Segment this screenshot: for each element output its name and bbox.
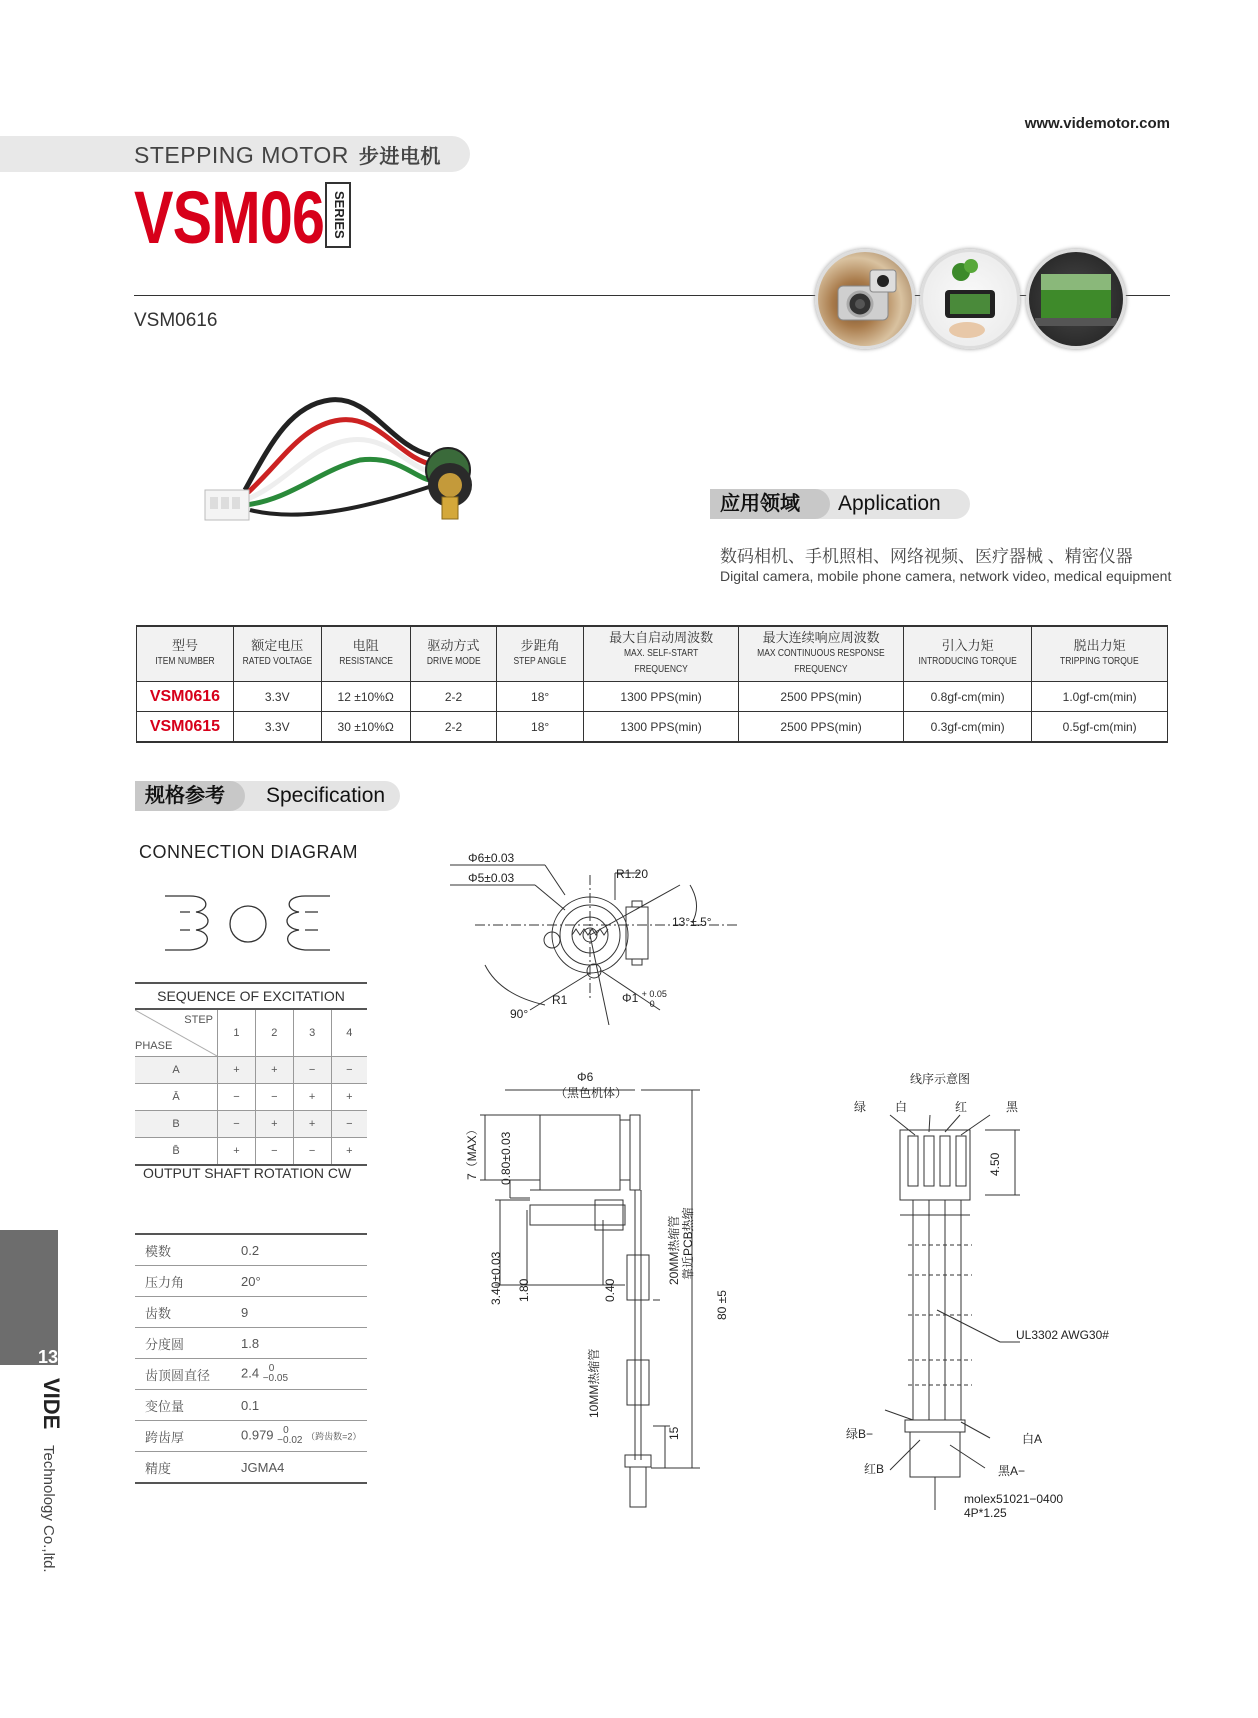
gear-value: 2.4 0 −0.05 xyxy=(231,1359,367,1390)
gear-row xyxy=(135,1421,367,1452)
application-label-en: Application xyxy=(838,492,941,515)
step-header: 1 xyxy=(218,1009,256,1057)
phase-value: + xyxy=(331,1084,367,1111)
header-cell: 脱出力矩 TRIPPING TORQUE xyxy=(1032,626,1168,682)
dim-r120: R1.20 xyxy=(616,867,649,881)
specification-label-cn: 规格参考 xyxy=(135,781,245,811)
submodel-label: VSM0616 xyxy=(134,310,218,331)
connection-title: CONNECTION DIAGRAM xyxy=(139,842,359,862)
dim-d6: Φ6±0.03 xyxy=(468,851,515,865)
gear-row xyxy=(135,1328,367,1359)
phase-value: − xyxy=(218,1111,256,1138)
connector-pitch: 4P*1.25 xyxy=(964,1506,1007,1520)
model-series-title: VSM06 xyxy=(134,176,325,259)
step-header: 3 xyxy=(293,1009,331,1057)
gear-row xyxy=(135,1359,367,1390)
gear-label: 模数 xyxy=(135,1234,231,1266)
phase-value: − xyxy=(331,1111,367,1138)
phase-value: + xyxy=(331,1138,367,1166)
gear-row xyxy=(135,1390,367,1421)
phase-value: + xyxy=(293,1111,331,1138)
phase-value: − xyxy=(331,1057,367,1084)
dim-040: 0.40 xyxy=(603,1278,617,1302)
coil-diagram xyxy=(160,892,335,962)
dim-180: 1.80 xyxy=(517,1278,531,1302)
table-cell: 2-2 xyxy=(410,712,496,743)
spec-table-header xyxy=(137,626,1168,682)
gear-value: 1.8 xyxy=(231,1328,367,1359)
dim-phi1: Φ1 + 0.05 0 xyxy=(622,989,667,1009)
table-cell: 30 ±10%Ω xyxy=(321,712,410,743)
table-cell: 0.8gf-cm(min) xyxy=(904,682,1032,712)
side-tab xyxy=(0,1230,58,1365)
gear-label: 跨齿厚 xyxy=(135,1421,231,1452)
table-cell: 1.0gf-cm(min) xyxy=(1032,682,1168,712)
dim-angle13: 13°±.5° xyxy=(672,915,712,929)
phase-row xyxy=(135,1084,367,1111)
gear-label: 变位量 xyxy=(135,1390,231,1421)
wire-greenB: 绿B− xyxy=(846,1427,874,1441)
page-number: 13 xyxy=(38,1347,59,1367)
gear-value: 0.979 0 −0.02 （跨齿数=2） xyxy=(231,1421,367,1452)
motor-product-image xyxy=(190,385,510,560)
gear-row xyxy=(135,1234,367,1266)
dim-450: 4.50 xyxy=(988,1152,1002,1176)
table-cell: 3.3V xyxy=(233,682,321,712)
phase-value: − xyxy=(293,1057,331,1084)
table-cell: 2-2 xyxy=(410,682,496,712)
gear-value: 20° xyxy=(231,1266,367,1297)
table-cell: VSM0615 xyxy=(137,712,234,743)
table-cell: 1300 PPS(min) xyxy=(583,682,738,712)
excitation-step-row xyxy=(135,1009,367,1057)
phase-value: − xyxy=(255,1138,293,1166)
header-cell: 驱动方式 DRIVE MODE xyxy=(410,626,496,682)
wire-diagram-title: 线序示意图 xyxy=(910,1072,971,1086)
table-cell: VSM0616 xyxy=(137,682,234,712)
gear-value: 0.2 xyxy=(231,1234,367,1266)
table-cell: 2500 PPS(min) xyxy=(739,712,904,743)
gear-label: 精度 xyxy=(135,1452,231,1484)
table-cell: 1300 PPS(min) xyxy=(583,712,738,743)
tube10-note: 10MM热缩管 xyxy=(587,1348,601,1418)
wire-white: 白 xyxy=(895,1100,908,1114)
cable-spec: UL3302 AWG30# xyxy=(1016,1328,1109,1342)
phase-value: − xyxy=(293,1138,331,1166)
series-tag: SERIES xyxy=(325,182,351,248)
phase-name: Ā xyxy=(135,1084,218,1111)
rotation-note: OUTPUT SHAFT ROTATION CW xyxy=(143,1165,352,1181)
table-cell: 0.3gf-cm(min) xyxy=(904,712,1032,743)
phase-row xyxy=(135,1111,367,1138)
excitation-title: SEQUENCE OF EXCITATION xyxy=(135,983,367,1009)
table-cell: 12 ±10%Ω xyxy=(321,682,410,712)
phase-value: − xyxy=(255,1084,293,1111)
dim-15: 15 xyxy=(667,1426,681,1440)
gear-row xyxy=(135,1452,367,1484)
application-text-en: Digital camera, mobile phone camera, network video, medical equipment xyxy=(720,568,1172,584)
side-view-drawing xyxy=(455,1070,755,1515)
tube20-note: 20MM热缩管 xyxy=(667,1215,681,1285)
spec-table xyxy=(136,625,1168,743)
wire-red: 红 xyxy=(955,1100,968,1114)
gear-params-table xyxy=(135,1233,367,1484)
table-cell: 3.3V xyxy=(233,712,321,743)
gear-label: 齿数 xyxy=(135,1297,231,1328)
phase-value: + xyxy=(255,1111,293,1138)
dim-r1: R1 xyxy=(552,993,568,1007)
table-cell: 0.5gf-cm(min) xyxy=(1032,712,1168,743)
dim-phi6: Φ6 xyxy=(577,1070,594,1084)
application-label-cn: 应用领域 xyxy=(710,489,830,519)
step-header: 2 xyxy=(255,1009,293,1057)
phase-value: − xyxy=(218,1084,256,1111)
header-cell: 引入力矩 INTRODUCING TORQUE xyxy=(904,626,1032,682)
dim-80: 80 ±5 xyxy=(715,1290,729,1320)
camera-photo xyxy=(815,249,915,349)
phase-row xyxy=(135,1057,367,1084)
header-cell: 额定电压 RATED VOLTAGE xyxy=(233,626,321,682)
wire-blackA: 黑A− xyxy=(998,1464,1026,1478)
laptop-photo xyxy=(1026,249,1126,349)
header-cell: 型号 ITEM NUMBER xyxy=(137,626,234,682)
gear-label: 分度圆 xyxy=(135,1328,231,1359)
gear-value: 0.1 xyxy=(231,1390,367,1421)
wire-green: 绿 xyxy=(854,1100,867,1114)
dim-080: 0.80±0.03 xyxy=(499,1131,513,1185)
table-cell: 18° xyxy=(497,712,584,743)
dim-max7: 7（MAX） xyxy=(465,1123,479,1180)
specification-label-en: Specification xyxy=(266,784,386,807)
category-title: STEPPING MOTOR 步进电机 xyxy=(134,142,441,168)
phase-name: B̄ xyxy=(135,1138,218,1166)
connector-model: molex51021−0400 xyxy=(964,1492,1064,1506)
table-row xyxy=(137,712,1168,743)
wire-order-drawing xyxy=(840,1070,1120,1525)
header-cell: 电阻 RESISTANCE xyxy=(321,626,410,682)
phase-value: + xyxy=(218,1138,256,1166)
table-cell: 18° xyxy=(497,682,584,712)
phase-row xyxy=(135,1138,367,1166)
application-text-cn: 数码相机、手机照相、网络视频、医疗器械 、精密仪器 xyxy=(720,547,1133,566)
phase-name: A xyxy=(135,1057,218,1084)
header-cell: 步距角 STEP ANGLE xyxy=(497,626,584,682)
brand-vertical: VIDE xyxy=(39,1378,64,1430)
step-header: 4 xyxy=(331,1009,367,1057)
top-view-drawing xyxy=(440,845,740,1030)
wire-black: 黑 xyxy=(1006,1100,1019,1114)
excitation-title-row xyxy=(135,983,367,1009)
dim-d5: Φ5±0.03 xyxy=(468,871,515,885)
phase-value: + xyxy=(255,1057,293,1084)
table-cell: 2500 PPS(min) xyxy=(739,682,904,712)
wire-whiteA: 白A xyxy=(1022,1432,1043,1446)
gear-label: 齿顶圆直径 xyxy=(135,1359,231,1390)
company-vertical: Technology Co.,ltd. xyxy=(40,1445,57,1573)
excitation-table xyxy=(135,982,367,1166)
wire-redB: 红B xyxy=(864,1462,885,1476)
dim-angle90: 90° xyxy=(510,1007,529,1021)
table-row xyxy=(137,682,1168,712)
phase-value: + xyxy=(293,1084,331,1111)
phone-photo xyxy=(920,249,1020,349)
phase-value: + xyxy=(218,1057,256,1084)
dim-340: 3.40±0.03 xyxy=(489,1251,503,1305)
phase-name: B xyxy=(135,1111,218,1138)
step-phase-cell: STEP PHASE xyxy=(135,1009,218,1057)
header-cell: 最大连续响应周波数 MAX CONTINUOUS RESPONSE FREQUENCY xyxy=(739,626,904,682)
pcb-note: 靠近PCB热缩 xyxy=(681,1207,695,1280)
header-cell: 最大自启动周波数 MAX. SELF-START FREQUENCY xyxy=(583,626,738,682)
body-note: （黑色机体） xyxy=(555,1086,628,1100)
gear-label: 压力角 xyxy=(135,1266,231,1297)
gear-row xyxy=(135,1266,367,1297)
website-url[interactable]: www.videmotor.com xyxy=(1024,115,1170,132)
gear-value: JGMA4 xyxy=(231,1452,367,1484)
gear-value: 9 xyxy=(231,1297,367,1328)
gear-row xyxy=(135,1297,367,1328)
